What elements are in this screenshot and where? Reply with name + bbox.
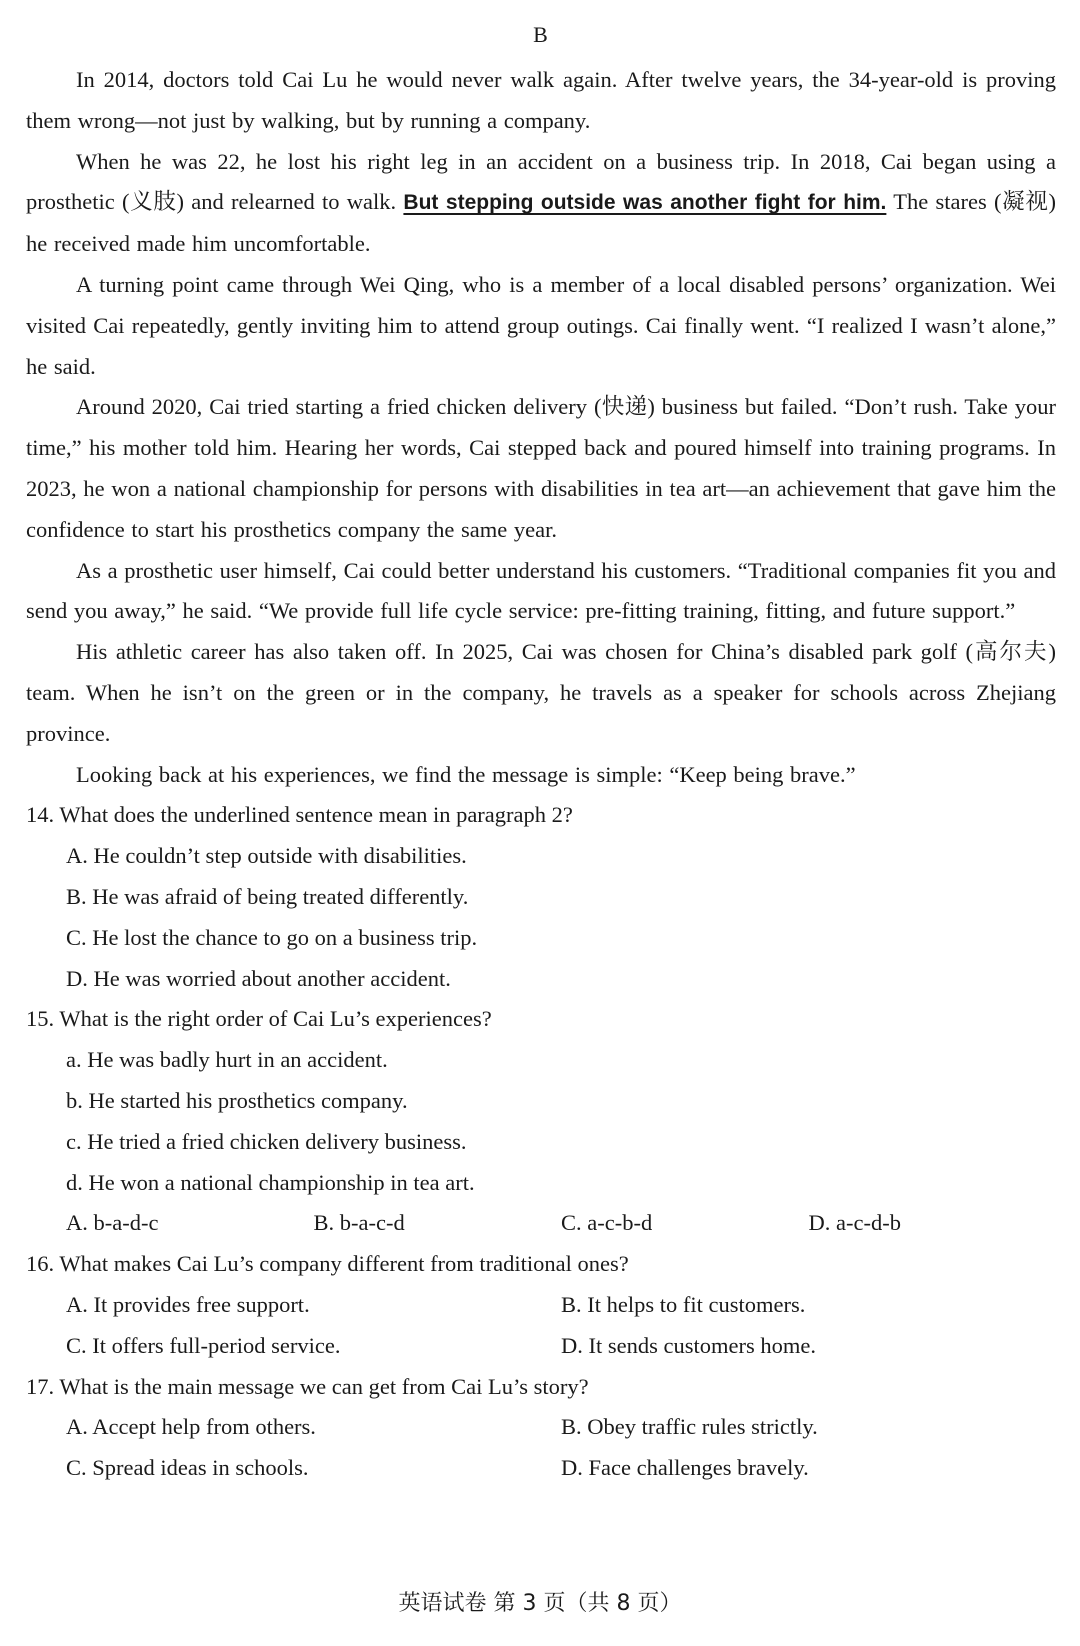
option-d: D. He was worried about another accident. (66, 965, 451, 991)
option-c: C. Spread ideas in schools. (66, 1455, 309, 1481)
passage-paragraph-5: As a prosthetic user himself, Cai could better understand his customers. “Traditional companies fit you and send you away,” he said. “We provide full life cycle service: pre-fitting training, fitting, and future support.” (26, 557, 1056, 624)
question-16 (26, 1244, 1056, 1366)
event-c: c. He tried a fried chicken delivery business. (66, 1128, 467, 1154)
passage-paragraph-3: A turning point came through Wei Qing, who is a member of a local disabled persons’ organization. Wei visited Cai repeatedly, gently inviting him to attend group outings. Cai finally went. “I realized I wasn’t alone,” he said. (26, 271, 1056, 379)
question-stem: 14. What does the underlined sentence mean in paragraph 2? (26, 802, 573, 828)
options-row (26, 1285, 1056, 1326)
passage-paragraph-4: Around 2020, Cai tried starting a fried chicken delivery (快递) business but failed. “Don’t rush. Take your time,” his mother told him. Hearing her words, Cai stepped back and poured himself into training programs. In 2023, he won a national championship for persons with disabilities in tea art—an achievement that gave him the confidence to start his prosthetics company the same year. (26, 394, 1056, 542)
options-row (26, 1448, 1056, 1489)
passage-paragraph-1: In 2014, doctors told Cai Lu he would never walk again. After twelve years, the 34-year-old is proving them wrong—not just by walking, but by running a company. (26, 67, 1056, 133)
option-d: D. Face challenges bravely. (561, 1455, 809, 1481)
paragraph-2-text-start: When he was 22, he lost his right leg in an accident on a business trip. In 2018, Cai began using a prosthetic (义肢) and relearned to walk. (26, 148, 1056, 215)
question-stem: 16. What makes Cai Lu’s company different from traditional ones? (26, 1251, 629, 1277)
page-footer: 英语试卷 第 3 页（共 8 页） (398, 1591, 682, 1616)
options-row (26, 1326, 1056, 1367)
option-a: A. He couldn’t step outside with disabilities. (66, 843, 467, 869)
question-stem: 17. What is the main message we can get from Cai Lu’s story? (26, 1373, 589, 1399)
option-c: C. It offers full-period service. (66, 1332, 341, 1358)
section-label: B (533, 22, 549, 47)
option-c: C. a-c-b-d (561, 1210, 653, 1236)
option-c: C. He lost the chance to go on a business trip. (66, 924, 478, 950)
passage-paragraph-7: Looking back at his experiences, we find the message is simple: “Keep being brave.” (76, 761, 856, 787)
question-14 (26, 795, 1056, 999)
exam-page (26, 18, 1056, 1489)
passage-paragraph-2 (26, 142, 1056, 265)
option-d: D. It sends customers home. (561, 1332, 816, 1358)
option-a: A. b-a-d-c (66, 1210, 159, 1236)
option-b: B. Obey traffic rules strictly. (561, 1414, 818, 1440)
option-b: B. It helps to fit customers. (561, 1291, 806, 1317)
question-stem: 15. What is the right order of Cai Lu’s experiences? (26, 1006, 492, 1032)
event-d: d. He won a national championship in tea art. (66, 1169, 475, 1195)
option-b: B. b-a-c-d (313, 1210, 405, 1236)
question-15 (26, 999, 1056, 1244)
option-b: B. He was afraid of being treated differently. (66, 883, 469, 909)
options-row (26, 1203, 1056, 1244)
option-d: D. a-c-d-b (808, 1210, 901, 1236)
event-a: a. He was badly hurt in an accident. (66, 1047, 388, 1073)
underlined-sentence: But stepping outside was another fight for him. (403, 191, 887, 215)
options-row (26, 1407, 1056, 1448)
event-b: b. He started his prosthetics company. (66, 1087, 408, 1113)
paragraph-2-text-end: The stares (凝视) he received made him uncomfortable. (26, 189, 1056, 257)
option-a: A. It provides free support. (66, 1291, 310, 1317)
passage-paragraph-6: His athletic career has also taken off. In 2025, Cai was chosen for China’s disabled park golf (高尔夫) team. When he isn’t on the green or in the company, he travels as a speaker for schools across Zhejiang province. (26, 639, 1056, 746)
option-a: A. Accept help from others. (66, 1414, 316, 1440)
question-17 (26, 1367, 1056, 1489)
